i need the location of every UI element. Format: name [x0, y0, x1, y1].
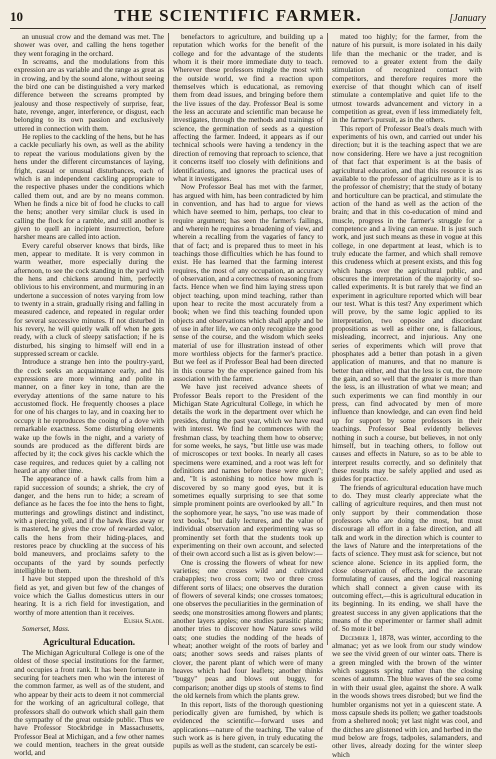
paragraph: mated too highly; for the farmer, from the nature of his pursuit, is more isolated in his daily life than the mechanic or the trader, and is removed to a greater extent from the daily stimulation of recognized contact with competitors, and therefore requires more the exercise of that thought which can of itself stimulate a contemplative and quiet life to the utmost towards advancement and victory in a competition as great, even if less immediately felt, in the farmer's pursuit, as in the others.: [332, 32, 482, 125]
paragraph: The friends of agricultural education have much to do. They must clearly appreciate what the calling of agriculture requires, and then must not only support by their commendation those professors who are doing the most, but must discourage all effort in a false direction, and all talk and work in the direction which is counter to the laws of Nature and the interpretations of the facts of science. They must ask for science, but not science alone. Science in its applied form, the close observation of effects, and the accurate formulating of causes, and the logical reasoning which shall connect a given cause with its outcoming effect,—this is agricultural education in its beginning. In its ending, we shall have the greatest success in any given applications that the means of the experimenter or farmer shall admit of. So mote it be!: [332, 482, 482, 634]
paragraph: The appearance of a hawk calls from him a rapid succession of sounds; a shriek, the cry of danger, and the hens run to hide; a scream of defiance as he faces the foe into the hens to fight, mutterings and growlings distinct and indistinct, with a piercing yell, and if the hawk flies away or is mastered, he gives the crow of rewarded valor, calls the hens from their hiding-places, and restores peace by chuckling at the success of his bold maneuvers, and proclaims safety to the occupants of the yard by sounds perfectly intelligible to them.: [14, 474, 164, 575]
paragraph: He replies to the cackling of the hens, but he has a cackle peculiarly his own, as well as the ability to repeat the various modulations given by the hens under the different circumstances of laying, fright, casual or unusual disturbances, each of which is an independent cackling appropriate to the respective phases under the conditions which called them out, and are by no means common. When he finds a nice bit of food he clucks to call the hens; another very similar cluck is used in calling the flock for a ramble, and still another is given to quell an incipient insurrection, before harsher means are called into action.: [14, 132, 164, 242]
dated-paragraph-text: 1, 1878, was winter, according to the almanac; yet as we look from our study window we see the vivid green of our winter oats. There is a green mingled with the brown of the winter which suggests spring rather than the closing scenes of autumn. The blue waves of the sea come in with their usual glee, against the shore. A walk in the woods shows trees disrobed; but we find the humbler organisms not yet in a quiescent state. A moss capsule sheds its pollen; we gather toadstools from a sheltered nook; yet last night was cool, and the ditches are glistened with ice, and herbed in the mud below are frogs, tadpoles, salamanders, and other lives, already dozing for the winter sleep which: [332, 632, 482, 759]
paragraph: an unusual crow and the demand was met. The shower was over, and calling the hens together they went foraging in the orchard.: [14, 32, 164, 58]
paragraph: This report of Professor Beal's deals much with experiments of his own, and carried out under his direction; but it is the teaching aspect that we are now considering. Here we have a just recognition of that fact that experiment is at the basis of agricultural education, and that this resource is as available to the professor of agriculture as it is to the professor of chemistry; that the study of botany and horticulture can be practical, and stimulate the action of the hand as well as the action of the brain; and that in this co-education of mind and muscle, progress in the farmer's struggle for a competence and a living can ensue. It is just such work, and just such means as these in vogue at this college, in one department at least, which is to truly educate the farmer, and which shall remove this crudeness which at present exists, and this fog which hangs over the agricultural public, and obscures the interpretation of the majority of so-called experiments. It is but rarely that we find an experiment in agriculture reported which will bear our test. What is this test? Any experiment which will prove, by the same logic applied to its interpretation, two opposite and discordant propositions as well as either one, is fallacious, misleading, incorrect, and injurious. Any one series of experiments which will prove that phosphates add a better than potash in a given application of manures, and that no manure is better than either, and that the less is cut, the more the gain, and so well that the greater is more than the less, is an illustration of what we mean; and such experiments we can find monthly in our press, can find advocated by men of more influence than knowledge, and can even find held up for support by some professors in their teachings. Professor Beal evidently believes nothing in such a course, but believes, in not only himself, but in teaching others, to follow out causes and effects in Nature, so as to be able to interpret results correctly, and so definitely that these results may be safely applied and used as guides for practice.: [332, 123, 482, 484]
paragraph: Now Professor Beal has met with the farmer, has argued with him, has been contradicted by him in convention, and has had to argue for views which have seemed to him, perhaps, too clear to require argument; has seen the farmer's failings, and wherein he requires a broadening of view, and wherein a recalling from the vagaries of fancy to that of fact; and is prepared thus to meet in his teachings those difficulties which he has found to exist. He has learned that the farming interest requires, the most of any occupation, an accuracy of observation, and a correctness of reasoning from facts. Hence when we find him laying stress upon object teaching, upon mind teaching, rather than upon hear to recite the most accurately from a book; when we find this teaching founded upon objects and observations which shall apply and be of use in after life, we can only recognize the good sense of the course, and the wisdom which seeks material of use for illustration instead of other more worthless objects for the farmer's practice. But we feel as if Professor Beal had been directed in this course by the experience gained from his association with the farmer.: [173, 182, 323, 384]
author-location: Somerset, Mass.: [22, 624, 70, 634]
dated-paragraph: [332, 634, 482, 759]
author-signature: Elisha Slade.: [123, 616, 164, 626]
article-heading: Agricultural Education.: [42, 636, 135, 647]
paragraph: In screams, and the modulations from this expression are as variable and the range as great as in crowing, and by the sound alone, without seeing the bird one can be distinguished a very marked difference between the screams prompted by jealousy and those respectively of surprise, fear, hate, revenge, anger, interference, or disgust, each belonging to its own passion and exclusively uttered in connection with them.: [14, 57, 164, 133]
page-number: 10: [10, 9, 23, 24]
column-middle: [168, 32, 327, 751]
publication-title: THE SCIENTIFIC FARMER.: [114, 6, 362, 25]
column-left: [10, 32, 168, 758]
date-lead: December: [340, 632, 369, 642]
paragraph: benefactors to agriculture, and building up a reputation which works for the benefit of the college and for the advantage of the students whom it is their more immediate duty to teach. Wherever these professors mingle the most with the outside world, we find a reaction upon themselves which is educational, as removing them from dead issues, and bringing before them the live issues of the day. Professor Beal is some the less an accurate and scientific man because he investigates, through the methods and trainings of science, the germination of seeds as a question affecting the farmer. Indeed, it appears as if our technical schools were having a tendency in the direction of removing that reproach to science, that it concerns itself too closely with definitions and identifications, and ignores the practical uses of what it investigates.: [173, 32, 323, 183]
column-right: [327, 32, 486, 759]
text-columns: [10, 32, 486, 759]
paragraph: In this report, lists of the thorough questioning periodically given are furnished, by which is evidenced the scientific—forward uses and applications—nature of the teaching. The value of such work as is here given, in truly educating the pupils as well as the student, can scarcely be esti-: [173, 699, 323, 751]
paragraph: I have but stepped upon the threshold of th's field as yet, and given but few of the changes of voice which the Gallus domesticus utters in our hearing. It is a rich field for investigation, and worthy of more attention than it receives.: [14, 574, 164, 617]
issue-month: [January: [449, 13, 486, 24]
paragraph: We have just received advance sheets of Professor Beals report to the President of the Michigan State Agricultural College, in which he details the work in the department over which he presides, during the past year, which we have read with interest. We find he commences with the freshman class, by teaching them how to observe; for some weeks, he says, "but little use was made of microscopes or text books. In nearly all cases specimens were examined, and a root was left for definitions and names before these were given"; and, "It is astonishing to notice how much is discovered by so many good eyes, but it is sometimes equally surprising to see that some simple prominent points are overlooked by all." In the sophomore year, he says, "no use was made of text books," but daily lectures, and the value of individual observation and experimenting was so prominently set forth that the students took up experimenting on their own account, and selected of their own accord such a list as is given below:—: [173, 382, 323, 559]
paragraph: The Michigan Agricultural College is one of the oldest of those special institutions for the farmer, and occupies a front rank. It has been fortunate in securing for teachers men who win the interest of the common farmer, as well as of the student, and who appear by their acts to deem it not commercial for the working of an agricultural college, that professors shall do outwork which shall gain them the sympathy of the great outside public. Thus we have Professor Stockbridge in Massachusetts, Professor Beal at Michigan, and a few other names we could mention, teachers in the great outside world, and: [14, 648, 164, 758]
paragraph: One is crossing the flowers of wheat for new varieties; one crosses wild and cultivated crabapples; two cross corn; two or three cross different sorts of lilacs; one observes the duration of flowers of several kinds; one crosses tomatoes; one observes the peculiarities in the germination of seeds; one monstrosities among flowers and plants; another layers apples; one studies parasitic plants; another tries to discover how Nature sows wild oats; one studies the nodding of the heads of wheat; another weight of the roots of barley and oats; another sows seeds and raises plants of clover, the parent plant of which were of many heaves which had four leaflets; another thinks "buggy" peas and blows out buggy, for comparison; another digs up stools of stems to find the old kernels from which the plants grew.: [173, 557, 323, 701]
paragraph: Every careful observer knows that birds, like men, appear to meditate. It is very common in warm weather, more especially during the afternoon, to see the cock standing in the yard with the hens and chickens around him, perfectly oblivious to his environment, and murmuring in an undertone a succession of notes varying from low to twenty in a strain, gradually rising and falling in measured cadence, and repeated in regular order for several successive minutes. If not disturbed in his revery, he will quietly walk off when he gets ready, with a cluck of sleepy satisfaction; if he is disturbed, his singing to himself will end in a suppressed scream or cackle.: [14, 240, 164, 359]
page-header: [10, 6, 486, 29]
paragraph: Introduce a strange hen into the poultry-yard, the cock seeks an acquaintance early, and his expressions are more winning and polite in manner, on a finer key in tone, than are the everyday attentions of the same nature to his accustomed flock. He frequently chooses a place for one of his charges to lay, and in coaxing her to occupy it he reproduces the cooing of a dove with remarkable exactness. Some disturbing elements wake up the fowls in the night, and a variety of sounds are produced as the different birds are affected by it; the cock gives his cackle which the case requires, and reduces quiet by a calling not heard at any other time.: [14, 357, 164, 475]
